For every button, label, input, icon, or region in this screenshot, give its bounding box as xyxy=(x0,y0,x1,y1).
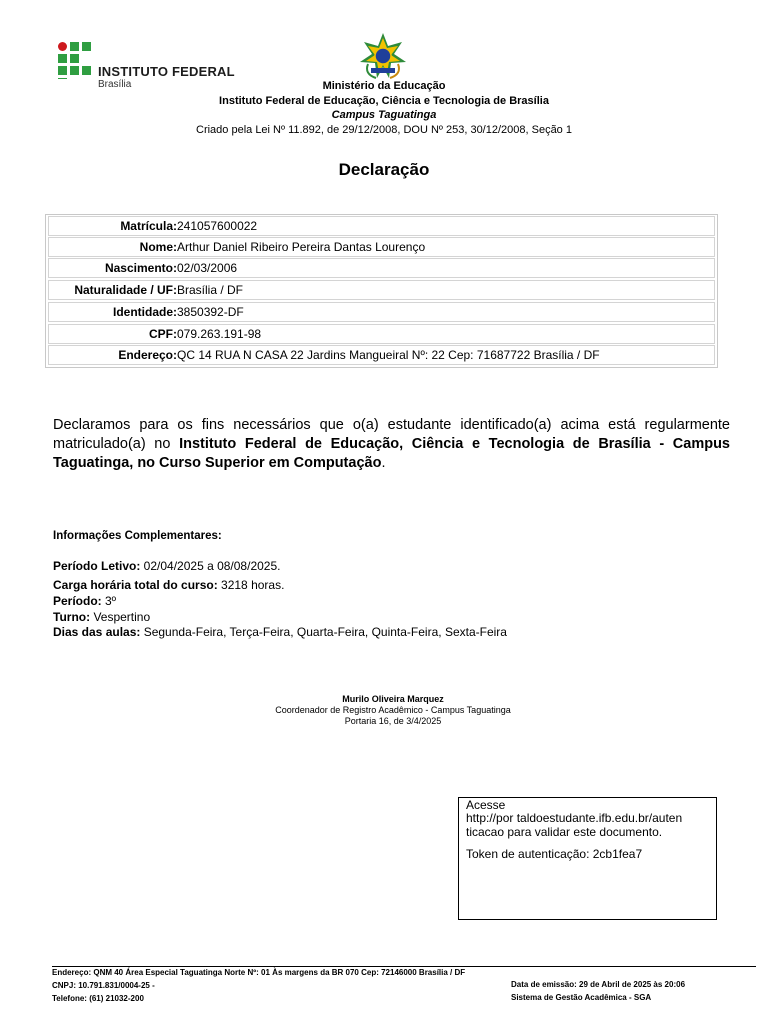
declaration-end: . xyxy=(381,455,386,471)
info-item xyxy=(53,578,284,592)
footer-divider xyxy=(52,966,756,967)
page-title: Declaração xyxy=(338,160,430,179)
info-label: Turno: xyxy=(53,610,91,624)
ministry: Ministério da Educação xyxy=(322,80,446,92)
row-value: Arthur Daniel Ribeiro Pereira Dantas Lourenço xyxy=(177,240,426,254)
info-value: Vespertino xyxy=(90,610,151,624)
info-value: 3218 horas. xyxy=(217,578,285,592)
if-logo-grid-icon xyxy=(58,42,92,79)
logo-name: INSTITUTO FEDERAL xyxy=(98,64,235,79)
info-label: Dias das aulas: xyxy=(53,625,141,639)
info-item xyxy=(53,594,116,608)
signatory-ordinance: Portaria 16, de 3/4/2025 xyxy=(344,716,442,726)
row-value: 079.263.191-98 xyxy=(177,327,262,341)
validation-token: Token de autenticação: 2cb1fea7 xyxy=(466,847,643,861)
table-row xyxy=(48,258,715,278)
info-value: 3º xyxy=(101,594,117,608)
row-value: QC 14 RUA N CASA 22 Jardins Mangueiral Nº: 22 Cep: 71687722 Brasília / DF xyxy=(177,348,600,362)
signatory-role: Coordenador de Registro Acadêmico - Campus Taguatinga xyxy=(275,705,511,715)
declaration-paragraph xyxy=(53,416,730,473)
row-label: Nome: xyxy=(139,240,177,254)
table-row xyxy=(48,237,715,257)
info-title: Informações Complementares: xyxy=(53,530,222,542)
row-label: Nascimento: xyxy=(104,261,177,275)
coat-of-arms-icon xyxy=(358,32,408,82)
info-value: 02/04/2025 a 08/08/2025. xyxy=(140,559,281,573)
info-item xyxy=(53,610,150,624)
row-value: 02/03/2006 xyxy=(177,261,238,275)
declaration-institution: Instituto Federal de Educação, Ciência e Tecnologia de Brasília - Campus Taguatinga, no Curso Superior em Computação xyxy=(53,436,730,471)
row-value: Brasília / DF xyxy=(177,283,244,297)
table-row xyxy=(48,324,715,344)
footer-cnpj: CNPJ: 10.791.831/0004-25 - xyxy=(52,981,155,990)
logo-campus: Brasília xyxy=(98,79,132,90)
institute-name: Instituto Federal de Educação, Ciência e Tecnologia de Brasília xyxy=(219,95,549,107)
validation-box xyxy=(458,797,717,920)
row-label: CPF: xyxy=(149,327,177,341)
row-label: Naturalidade / UF: xyxy=(74,283,177,297)
table-row xyxy=(48,345,715,365)
table-row xyxy=(48,216,715,236)
info-item xyxy=(53,625,507,639)
info-item xyxy=(53,559,280,573)
row-label: Identidade: xyxy=(112,305,177,319)
row-value: 241057600022 xyxy=(177,219,258,233)
info-label: Período: xyxy=(53,594,102,608)
info-label: Período Letivo: xyxy=(53,559,141,573)
declaration-text: Declaramos para os fins necessários que o(a) estudante identificado(a) acima está regularmente matriculado(a) no xyxy=(53,417,730,452)
row-label: Endereço: xyxy=(118,348,177,362)
signatory-name: Murilo Oliveira Marquez xyxy=(342,694,444,704)
table-row xyxy=(48,302,715,322)
student-table xyxy=(45,214,718,368)
footer-issue-date: Data de emissão: 29 de Abril de 2025 às 20:06 xyxy=(511,980,686,989)
row-label: Matrícula: xyxy=(120,219,177,233)
footer-system: Sistema de Gestão Acadêmica - SGA xyxy=(511,993,652,1002)
table-row xyxy=(48,280,715,300)
campus-name: Campus Taguatinga xyxy=(331,109,437,121)
validation-url[interactable]: http://por taldoestudante.ifb.edu.br/auten ticacao para validar este documento. xyxy=(466,811,683,839)
info-label: Carga horária total do curso: xyxy=(53,578,218,592)
validation-access: Acesse xyxy=(466,798,506,812)
info-value: Segunda-Feira, Terça-Feira, Quarta-Feira, Quinta-Feira, Sexta-Feira xyxy=(140,625,507,639)
footer-phone: Telefone: (61) 21032-200 xyxy=(52,994,144,1003)
row-value: 3850392-DF xyxy=(177,305,244,319)
footer-address: Endereço: QNM 40 Área Especial Taguatinga Norte Nº: 01 Às margens da BR 070 Cep: 72146000 Brasília / DF xyxy=(52,968,466,977)
creation-law: Criado pela Lei Nº 11.892, de 29/12/2008, DOU Nº 253, 30/12/2008, Seção 1 xyxy=(196,124,572,136)
